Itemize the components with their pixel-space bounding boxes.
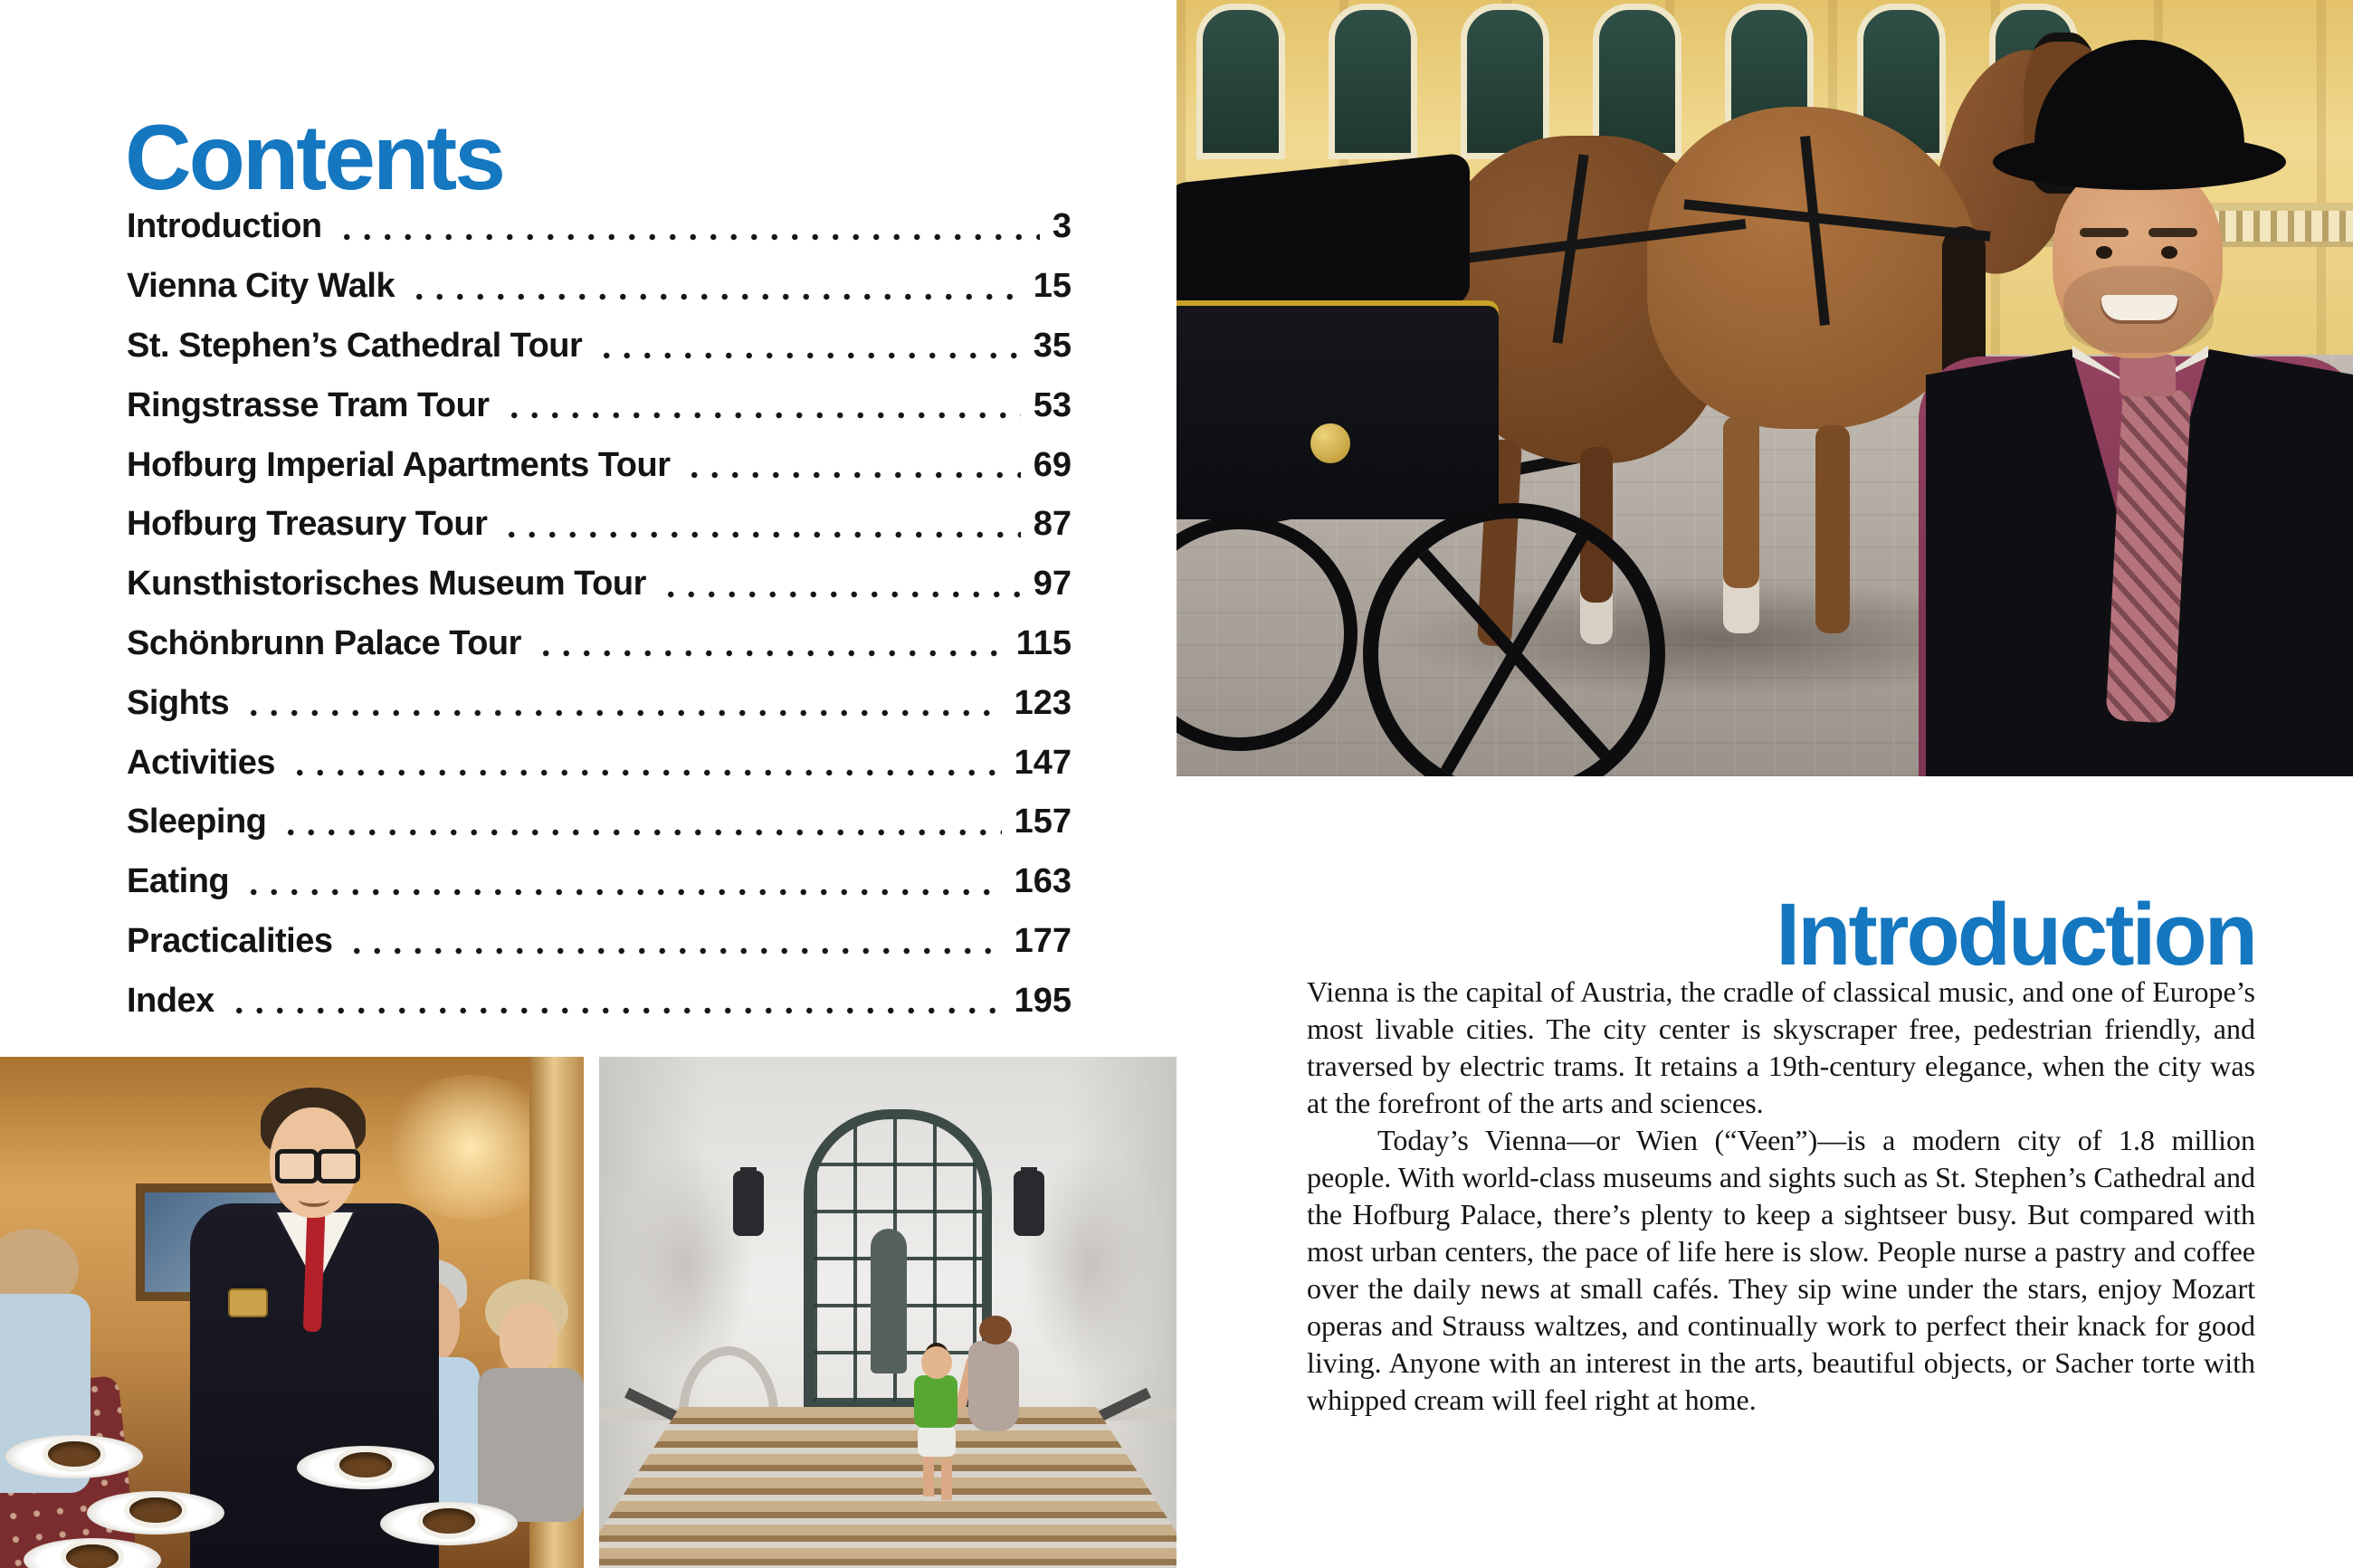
toc-entry-page-number: 177	[1014, 921, 1072, 960]
cafe-patron-woman	[500, 1303, 557, 1375]
toc-entry-label: Practicalities	[127, 921, 333, 960]
toc-entry-label: Vienna City Walk	[127, 267, 395, 306]
toc-entry-page-number: 97	[1033, 565, 1072, 603]
toc-entry	[127, 435, 1072, 495]
toc-entry	[127, 912, 1072, 972]
coachman-horses-photo	[1176, 0, 2353, 776]
horse-leg	[1723, 416, 1759, 633]
toc-entry-page-number: 53	[1033, 385, 1072, 424]
toc-entry	[127, 197, 1072, 257]
carriage-body	[1176, 300, 1499, 519]
coachman	[1928, 24, 2353, 776]
toc-entry-page-number: 195	[1014, 981, 1072, 1020]
toc-entry	[127, 257, 1072, 317]
toc-entry-page-number: 3	[1052, 207, 1072, 246]
toc-entry	[127, 793, 1072, 852]
toc-entry	[127, 614, 1072, 674]
toc-entry-page-number: 15	[1033, 267, 1072, 306]
toc-dot-leader	[504, 412, 1021, 419]
palace-staircase-photo	[599, 1057, 1176, 1568]
toc-entry	[127, 673, 1072, 733]
waiter-glasses	[275, 1149, 319, 1183]
introduction-body-text	[1307, 974, 2255, 1419]
staircase-boy	[918, 1426, 956, 1457]
toc-entry	[127, 495, 1072, 555]
bowler-hat-dome	[2034, 40, 2244, 159]
toc-dot-leader	[684, 471, 1020, 479]
toc-entry-page-number: 163	[1014, 862, 1072, 901]
toc-entry-label: St. Stephen’s Cathedral Tour	[127, 326, 583, 365]
toc-entry-label: Sights	[127, 683, 230, 722]
staircase-boy	[914, 1375, 957, 1428]
toc-entry	[127, 375, 1072, 435]
toc-dot-leader	[229, 1007, 1002, 1014]
toc-dot-leader	[661, 591, 1021, 598]
toc-entry-label: Introduction	[127, 207, 322, 246]
toc-dot-leader	[536, 650, 1004, 657]
cafe-waiter-photo	[0, 1057, 584, 1568]
toc-entry	[127, 555, 1072, 614]
horse-leg	[1815, 425, 1850, 633]
introduction-paragraph: Vienna is the capital of Austria, the cradle of classical music, and one of Europe’s most livable cities. The city center is skyscraper free, pedestrian friendly, and traversed by electric trams. It retains a 19th-century elegance, when the city was at the forefront of the arts and sciences.	[1307, 975, 2255, 1119]
coachman-eyebrow	[2148, 228, 2197, 237]
toc-entry-label: Sleeping	[127, 803, 267, 841]
toc-dot-leader	[290, 769, 1002, 776]
waiter-badge	[228, 1288, 268, 1317]
toc-dot-leader	[337, 233, 1040, 241]
toc-entry	[127, 317, 1072, 376]
grand-staircase-steps	[599, 1407, 1176, 1568]
toc-entry-page-number: 87	[1033, 505, 1072, 544]
cafe-patron-woman	[478, 1368, 584, 1522]
toc-dot-leader	[501, 531, 1020, 538]
wall-lantern	[733, 1171, 764, 1236]
staircase-woman	[968, 1341, 1019, 1431]
toc-entry-page-number: 147	[1014, 743, 1072, 782]
toc-dot-leader	[409, 293, 1021, 300]
toc-entry	[127, 971, 1072, 1031]
statue-silhouette	[871, 1229, 907, 1373]
soup-plate	[380, 1502, 518, 1545]
palace-window	[1196, 4, 1285, 159]
table-of-contents	[127, 197, 1072, 1031]
toc-entry-label: Hofburg Imperial Apartments Tour	[127, 445, 671, 484]
toc-entry-label: Index	[127, 981, 214, 1020]
toc-entry	[127, 852, 1072, 912]
toc-dot-leader	[243, 889, 1001, 896]
toc-entry-label: Kunsthistorisches Museum Tour	[127, 565, 646, 603]
staircase-boy	[921, 1346, 952, 1379]
toc-entry-page-number: 157	[1014, 803, 1072, 841]
soup-plate	[297, 1446, 434, 1489]
toc-entry-label: Eating	[127, 862, 230, 901]
staircase-woman	[979, 1316, 1012, 1345]
coachman-eye	[2161, 246, 2177, 259]
soup-plate	[87, 1491, 224, 1535]
coachman-smile	[2101, 295, 2177, 320]
toc-entry-label: Activities	[127, 743, 275, 782]
waiter-glasses	[317, 1149, 360, 1183]
coachman-eyebrow	[2080, 228, 2129, 237]
introduction-paragraph: Today’s Vienna—or Wien (“Veen”)—is a modern city of 1.8 million people. With world-class museums and sights such as St. Stephen’s Cathedral and the Hofburg Palace, there’s plenty to keep a sightseer busy. But compared with most urban centers, the pace of life here is slow. People nurse a pastry and coffee over the daily news at small cafés. They sip wine under the stars, enjoy Mozart operas and Strauss waltzes, and continually work to perfect their knack for good living. Anyone with an interest in the arts, beautiful objects, or Sacher torte with whipped cream will feel right at home.	[1307, 1124, 2255, 1416]
palace-window	[1461, 4, 1549, 159]
toc-entry	[127, 733, 1072, 793]
soup-plate	[5, 1435, 143, 1478]
toc-dot-leader	[281, 829, 1001, 836]
toc-entry-page-number: 69	[1033, 445, 1072, 484]
toc-dot-leader	[347, 947, 1001, 955]
coachman-tie-knot	[2120, 355, 2176, 396]
palace-window	[1329, 4, 1417, 159]
coachman-eye	[2096, 246, 2112, 259]
carriage-brass-knob	[1310, 423, 1350, 463]
toc-dot-leader	[596, 352, 1020, 359]
toc-entry-label: Hofburg Treasury Tour	[127, 505, 488, 544]
toc-entry-page-number: 115	[1015, 623, 1072, 662]
toc-entry-page-number: 123	[1014, 683, 1072, 722]
contents-title: Contents	[125, 106, 503, 210]
wall-lantern	[1014, 1171, 1044, 1236]
toc-entry-label: Schönbrunn Palace Tour	[127, 623, 521, 662]
staircase-boy	[923, 1455, 934, 1497]
waiter-smile	[299, 1193, 329, 1207]
toc-entry-label: Ringstrasse Tram Tour	[127, 385, 490, 424]
toc-entry-page-number: 35	[1033, 326, 1072, 365]
introduction-title: Introduction	[1776, 884, 2255, 984]
toc-dot-leader	[243, 709, 1001, 717]
